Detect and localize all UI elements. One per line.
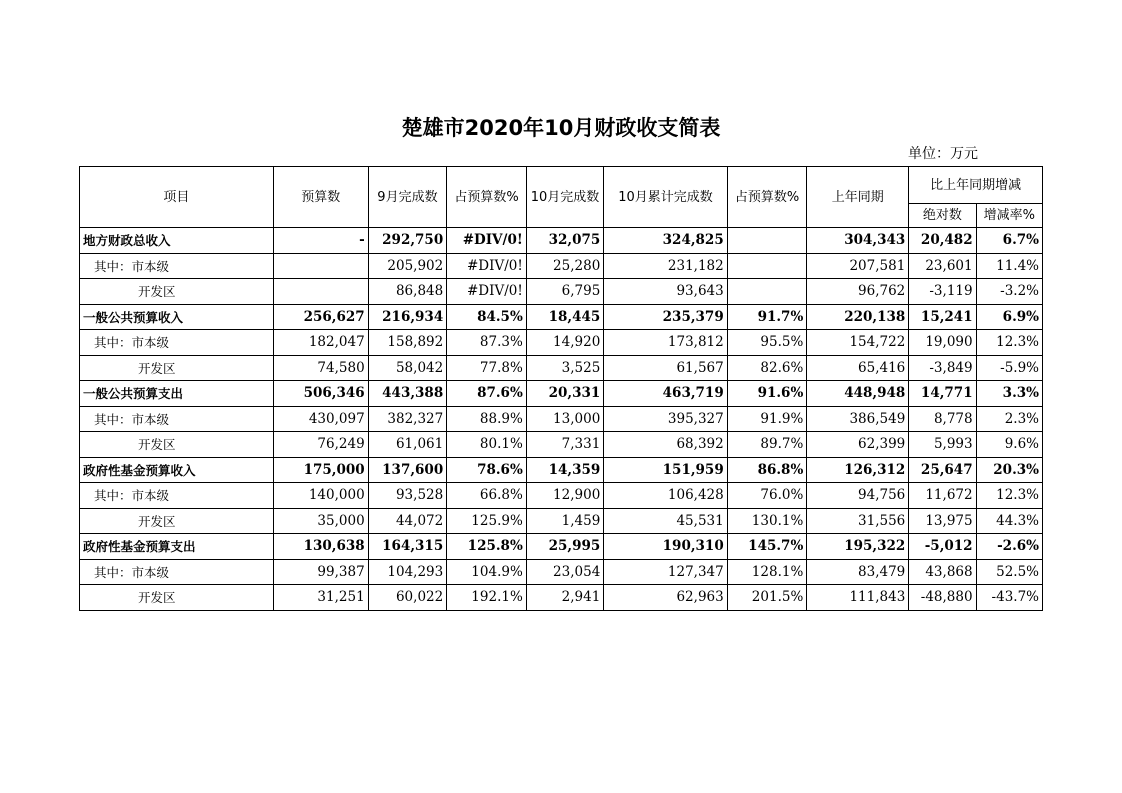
cell-sep-done: 86,848 <box>368 279 447 305</box>
cell-oct-done: 1,459 <box>526 508 604 534</box>
cell-sep-pct: #DIV/0! <box>447 253 527 279</box>
cell-oct-done: 14,359 <box>526 457 604 483</box>
cell-oct-done: 14,920 <box>526 330 604 356</box>
cell-oct-done: 7,331 <box>526 432 604 458</box>
cell-last-year: 31,556 <box>807 508 909 534</box>
cell-sep-done: 137,600 <box>368 457 447 483</box>
cell-rate: 12.3% <box>976 483 1042 509</box>
cell-sep-pct: #DIV/0! <box>447 228 527 254</box>
row-name: 其中：市本级 <box>80 483 274 509</box>
table-row <box>80 483 1043 509</box>
cell-oct-pct: 76.0% <box>727 483 807 509</box>
cell-abs: -5,012 <box>909 534 976 560</box>
cell-sep-pct: 88.9% <box>447 406 527 432</box>
cell-oct-done: 6,795 <box>526 279 604 305</box>
row-name: 一般公共预算收入 <box>80 304 274 330</box>
cell-sep-done: 382,327 <box>368 406 447 432</box>
cell-oct-done: 25,995 <box>526 534 604 560</box>
cell-rate: 6.9% <box>976 304 1042 330</box>
cell-abs: 13,975 <box>909 508 976 534</box>
cell-abs: -3,119 <box>909 279 976 305</box>
cell-sep-pct: 125.9% <box>447 508 527 534</box>
cell-rate: -3.2% <box>976 279 1042 305</box>
cell-last-year: 126,312 <box>807 457 909 483</box>
page-title: 楚雄市2020年10月财政收支简表 <box>401 116 721 140</box>
cell-oct-pct <box>727 253 807 279</box>
cell-oct-pct: 130.1% <box>727 508 807 534</box>
cell-last-year: 154,722 <box>807 330 909 356</box>
header-oct-cum: 10月累计完成数 <box>604 167 727 228</box>
table-row <box>80 457 1043 483</box>
cell-abs: 43,868 <box>909 559 976 585</box>
cell-abs: 14,771 <box>909 381 976 407</box>
cell-oct-cum: 395,327 <box>604 406 727 432</box>
header-compare: 比上年同期增减 <box>909 167 1043 204</box>
cell-oct-pct: 95.5% <box>727 330 807 356</box>
table-row <box>80 355 1043 381</box>
row-name: 其中：市本级 <box>80 559 274 585</box>
cell-rate: 6.7% <box>976 228 1042 254</box>
cell-oct-pct: 91.7% <box>727 304 807 330</box>
cell-budget: 74,580 <box>273 355 368 381</box>
row-name: 开发区 <box>80 508 274 534</box>
header-rate: 增减率% <box>976 204 1042 228</box>
cell-last-year: 220,138 <box>807 304 909 330</box>
cell-budget: 31,251 <box>273 585 368 611</box>
header-last-year: 上年同期 <box>807 167 909 228</box>
cell-last-year: 448,948 <box>807 381 909 407</box>
cell-oct-done: 2,941 <box>526 585 604 611</box>
cell-budget: 182,047 <box>273 330 368 356</box>
cell-oct-cum: 45,531 <box>604 508 727 534</box>
cell-budget: 99,387 <box>273 559 368 585</box>
cell-last-year: 94,756 <box>807 483 909 509</box>
table-row <box>80 585 1043 611</box>
cell-oct-cum: 93,643 <box>604 279 727 305</box>
cell-abs: 8,778 <box>909 406 976 432</box>
cell-abs: 25,647 <box>909 457 976 483</box>
cell-sep-done: 292,750 <box>368 228 447 254</box>
table-row <box>80 304 1043 330</box>
cell-abs: 23,601 <box>909 253 976 279</box>
cell-last-year: 386,549 <box>807 406 909 432</box>
header-oct-pct: 占预算数% <box>727 167 807 228</box>
cell-oct-cum: 190,310 <box>604 534 727 560</box>
header-budget: 预算数 <box>273 167 368 228</box>
cell-last-year: 304,343 <box>807 228 909 254</box>
row-name: 地方财政总收入 <box>80 228 274 254</box>
cell-budget: 35,000 <box>273 508 368 534</box>
cell-last-year: 207,581 <box>807 253 909 279</box>
cell-abs: 20,482 <box>909 228 976 254</box>
cell-oct-cum: 68,392 <box>604 432 727 458</box>
cell-oct-done: 3,525 <box>526 355 604 381</box>
cell-sep-pct: #DIV/0! <box>447 279 527 305</box>
cell-rate: 52.5% <box>976 559 1042 585</box>
cell-budget: 140,000 <box>273 483 368 509</box>
cell-sep-pct: 125.8% <box>447 534 527 560</box>
cell-oct-pct: 86.8% <box>727 457 807 483</box>
cell-sep-pct: 78.6% <box>447 457 527 483</box>
cell-sep-done: 93,528 <box>368 483 447 509</box>
cell-rate: 9.6% <box>976 432 1042 458</box>
row-name: 其中：市本级 <box>80 406 274 432</box>
cell-last-year: 96,762 <box>807 279 909 305</box>
cell-abs: -48,880 <box>909 585 976 611</box>
cell-oct-pct: 82.6% <box>727 355 807 381</box>
cell-last-year: 111,843 <box>807 585 909 611</box>
cell-oct-done: 13,000 <box>526 406 604 432</box>
cell-budget <box>273 279 368 305</box>
cell-rate: -2.6% <box>976 534 1042 560</box>
cell-oct-cum: 324,825 <box>604 228 727 254</box>
table-row <box>80 279 1043 305</box>
row-name: 开发区 <box>80 355 274 381</box>
cell-oct-pct: 91.9% <box>727 406 807 432</box>
cell-sep-done: 104,293 <box>368 559 447 585</box>
cell-oct-done: 25,280 <box>526 253 604 279</box>
row-name: 一般公共预算支出 <box>80 381 274 407</box>
cell-oct-cum: 173,812 <box>604 330 727 356</box>
cell-budget: 256,627 <box>273 304 368 330</box>
table-row <box>80 508 1043 534</box>
cell-oct-cum: 61,567 <box>604 355 727 381</box>
cell-oct-cum: 235,379 <box>604 304 727 330</box>
cell-oct-pct: 89.7% <box>727 432 807 458</box>
finance-table <box>79 166 1043 611</box>
cell-budget <box>273 253 368 279</box>
cell-sep-done: 60,022 <box>368 585 447 611</box>
cell-budget: 506,346 <box>273 381 368 407</box>
cell-rate: 3.3% <box>976 381 1042 407</box>
cell-oct-pct: 145.7% <box>727 534 807 560</box>
cell-abs: 19,090 <box>909 330 976 356</box>
cell-last-year: 83,479 <box>807 559 909 585</box>
cell-oct-cum: 127,347 <box>604 559 727 585</box>
header-sep-done: 9月完成数 <box>368 167 447 228</box>
cell-sep-done: 164,315 <box>368 534 447 560</box>
cell-sep-done: 61,061 <box>368 432 447 458</box>
cell-sep-pct: 87.3% <box>447 330 527 356</box>
cell-sep-done: 158,892 <box>368 330 447 356</box>
table-row <box>80 228 1043 254</box>
row-name: 其中：市本级 <box>80 330 274 356</box>
cell-oct-pct <box>727 228 807 254</box>
cell-rate: -5.9% <box>976 355 1042 381</box>
cell-sep-pct: 192.1% <box>447 585 527 611</box>
table-row <box>80 559 1043 585</box>
row-name: 其中：市本级 <box>80 253 274 279</box>
cell-sep-done: 443,388 <box>368 381 447 407</box>
cell-abs: -3,849 <box>909 355 976 381</box>
cell-oct-done: 18,445 <box>526 304 604 330</box>
cell-last-year: 65,416 <box>807 355 909 381</box>
cell-oct-done: 20,331 <box>526 381 604 407</box>
cell-sep-pct: 66.8% <box>447 483 527 509</box>
cell-oct-cum: 151,959 <box>604 457 727 483</box>
cell-budget: 430,097 <box>273 406 368 432</box>
table-row <box>80 432 1043 458</box>
table-row <box>80 406 1043 432</box>
cell-last-year: 195,322 <box>807 534 909 560</box>
cell-oct-pct: 128.1% <box>727 559 807 585</box>
cell-oct-done: 23,054 <box>526 559 604 585</box>
cell-abs: 5,993 <box>909 432 976 458</box>
row-name: 开发区 <box>80 279 274 305</box>
cell-oct-cum: 463,719 <box>604 381 727 407</box>
unit-label: 单位：万元 <box>908 146 978 162</box>
cell-oct-pct <box>727 279 807 305</box>
table-row <box>80 330 1043 356</box>
cell-rate: 11.4% <box>976 253 1042 279</box>
cell-oct-done: 12,900 <box>526 483 604 509</box>
table-row <box>80 381 1043 407</box>
cell-rate: 44.3% <box>976 508 1042 534</box>
cell-last-year: 62,399 <box>807 432 909 458</box>
row-name: 开发区 <box>80 585 274 611</box>
cell-oct-done: 32,075 <box>526 228 604 254</box>
row-name: 政府性基金预算支出 <box>80 534 274 560</box>
cell-sep-done: 44,072 <box>368 508 447 534</box>
cell-abs: 11,672 <box>909 483 976 509</box>
table-row <box>80 534 1043 560</box>
header-abs: 绝对数 <box>909 204 976 228</box>
cell-oct-cum: 231,182 <box>604 253 727 279</box>
cell-oct-cum: 62,963 <box>604 585 727 611</box>
cell-budget: 175,000 <box>273 457 368 483</box>
cell-rate: 2.3% <box>976 406 1042 432</box>
cell-budget: - <box>273 228 368 254</box>
cell-sep-done: 58,042 <box>368 355 447 381</box>
cell-sep-pct: 84.5% <box>447 304 527 330</box>
cell-sep-pct: 104.9% <box>447 559 527 585</box>
cell-rate: -43.7% <box>976 585 1042 611</box>
header-oct-done: 10月完成数 <box>526 167 604 228</box>
cell-rate: 20.3% <box>976 457 1042 483</box>
cell-sep-done: 205,902 <box>368 253 447 279</box>
cell-sep-pct: 87.6% <box>447 381 527 407</box>
cell-budget: 76,249 <box>273 432 368 458</box>
cell-oct-cum: 106,428 <box>604 483 727 509</box>
cell-sep-pct: 77.8% <box>447 355 527 381</box>
header-item: 项目 <box>80 167 274 228</box>
table-row <box>80 253 1043 279</box>
table-body <box>80 228 1043 611</box>
cell-sep-pct: 80.1% <box>447 432 527 458</box>
cell-budget: 130,638 <box>273 534 368 560</box>
cell-oct-pct: 201.5% <box>727 585 807 611</box>
row-name: 开发区 <box>80 432 274 458</box>
header-sep-pct: 占预算数% <box>447 167 527 228</box>
row-name: 政府性基金预算收入 <box>80 457 274 483</box>
cell-abs: 15,241 <box>909 304 976 330</box>
cell-rate: 12.3% <box>976 330 1042 356</box>
cell-sep-done: 216,934 <box>368 304 447 330</box>
cell-oct-pct: 91.6% <box>727 381 807 407</box>
